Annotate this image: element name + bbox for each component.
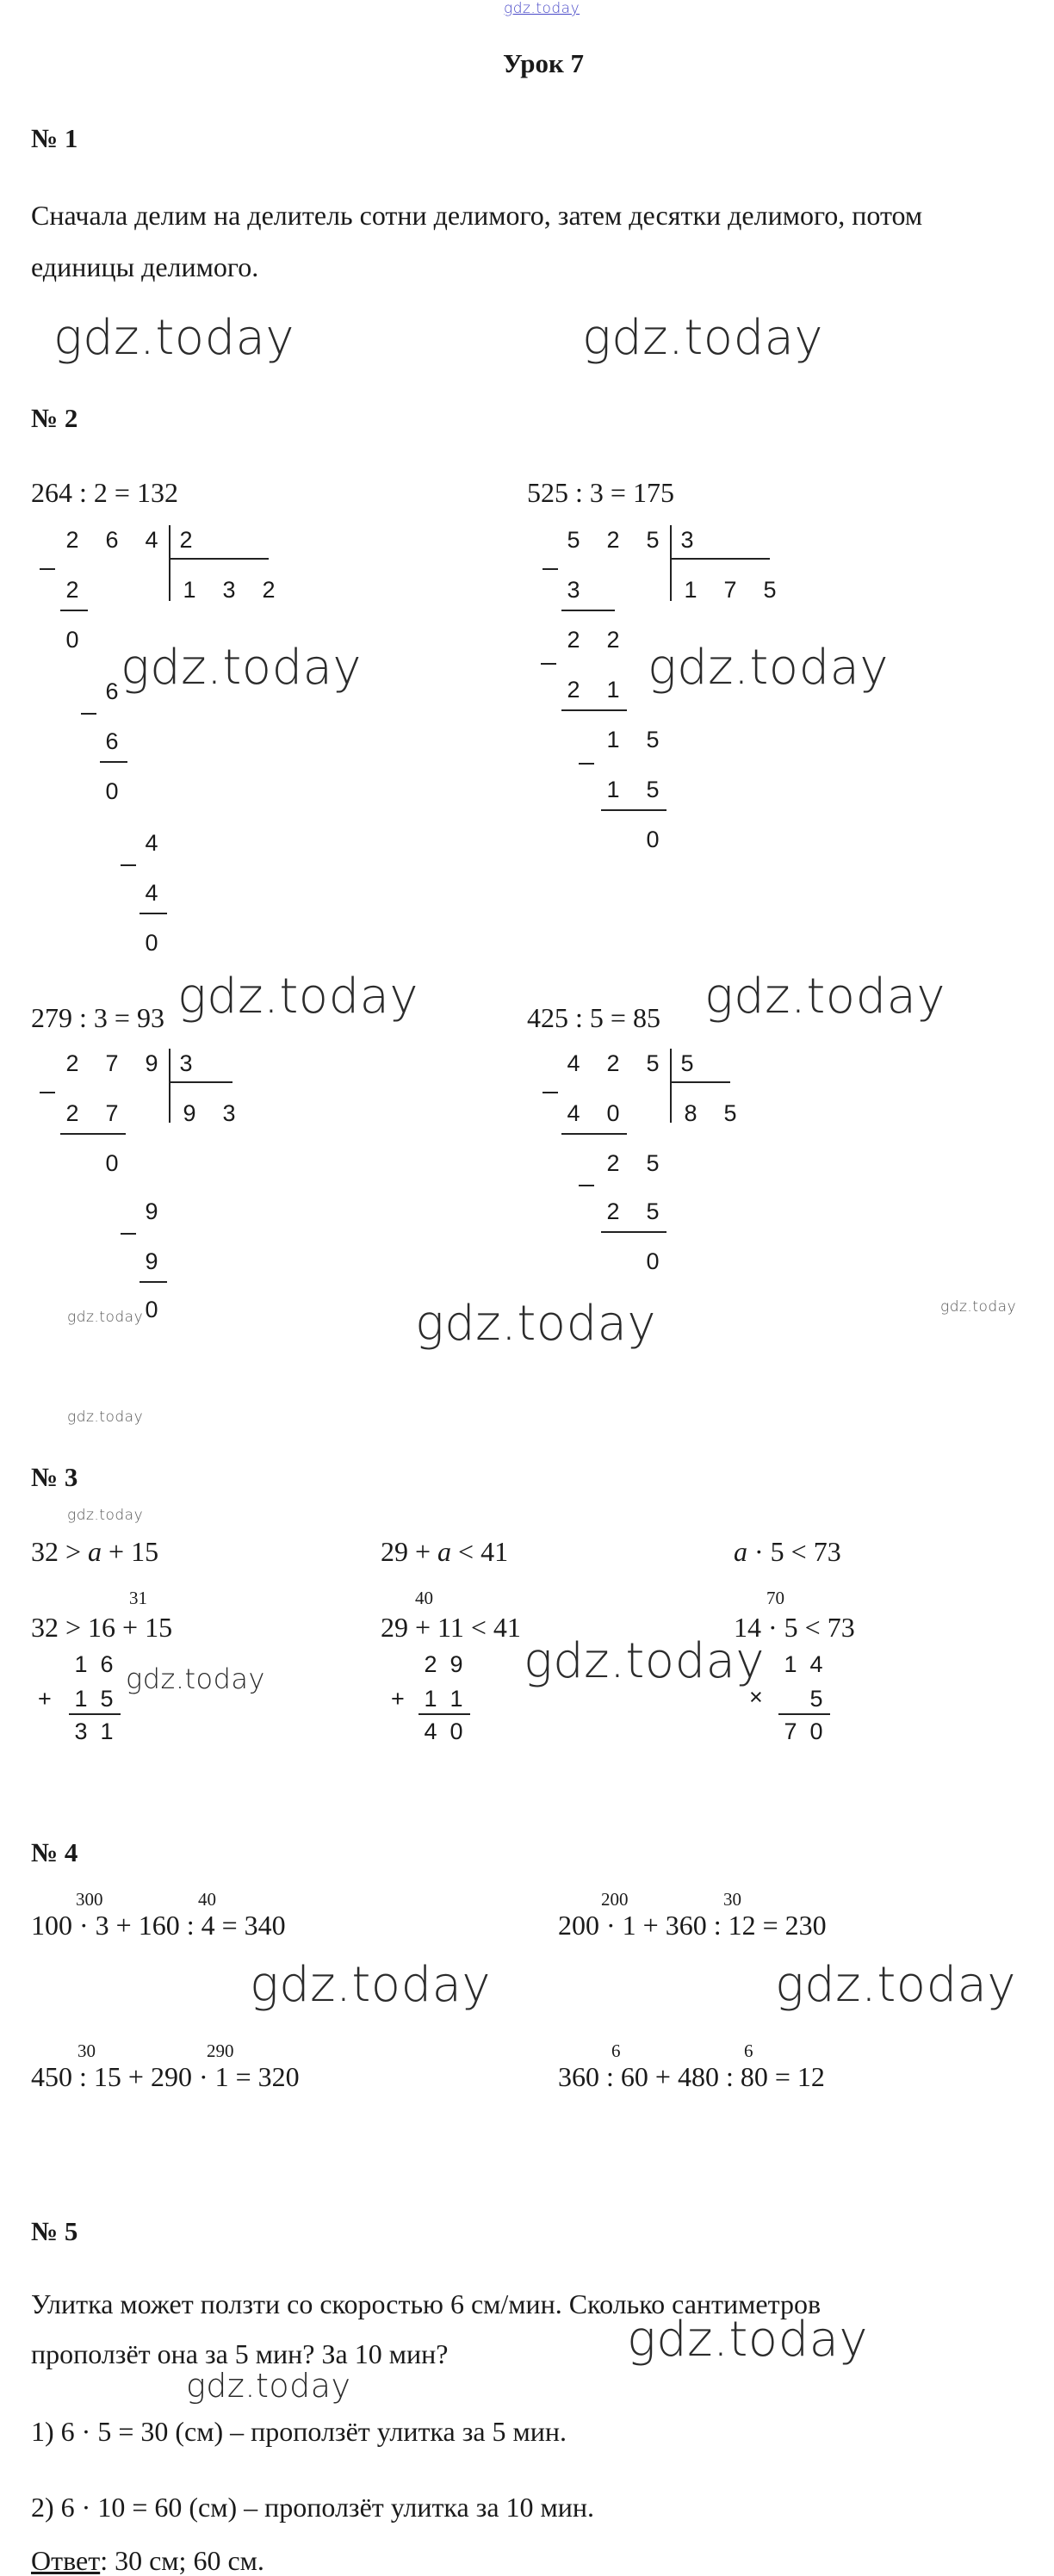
step-digit: 2 [65,1100,79,1126]
quotient-digit: 5 [723,1100,737,1126]
dividend-digit: 6 [105,527,119,553]
minus-sign [81,713,96,715]
quotient-digit: 2 [262,577,276,603]
task3-solution-a: 32 > 16 + 15 [31,1612,173,1643]
quotient-digit: 8 [684,1100,698,1126]
step-digit: 0 [145,930,158,956]
step-line [601,809,666,811]
step-line [60,1133,126,1135]
digit: 2 [424,1651,437,1677]
step-digit: 7 [105,1100,119,1126]
minus-sign [579,763,594,765]
divisor-line [169,558,269,560]
intermediate-result: 6 [611,2040,621,2061]
quotient-digit: 7 [723,577,737,603]
minus-sign [121,864,136,866]
watermark: gdz.today [177,969,419,1025]
divisor: 2 [179,527,193,553]
step-digit: 0 [145,1297,158,1322]
digit: 1 [424,1686,437,1712]
divisor: 5 [680,1050,694,1076]
page-title: Урок 7 [503,48,585,78]
divisor: 3 [179,1050,193,1076]
digit: 1 [74,1651,88,1677]
intermediate-result: 40 [415,1588,433,1608]
digit: 0 [450,1718,463,1744]
task5-step2: 2) 6 · 10 = 60 (см) – проползёт улитка за 10 мин. [31,2492,595,2523]
divisor-line [670,1081,730,1083]
watermark: gdz.today [524,1633,766,1689]
task3-solution-b: 29 + 11 < 41 [381,1612,521,1643]
minus-sign [40,568,55,570]
digit: 1 [74,1686,88,1712]
quotient-digit: 3 [222,577,236,603]
task3-inequality-c: a · 5 < 73 [734,1536,841,1567]
watermark: gdz.today [648,640,890,696]
minus-sign [579,1185,594,1186]
step-line [140,1281,167,1283]
step-digit: 6 [105,728,119,754]
task3-inequality-b: 29 + a < 41 [381,1536,509,1567]
digit: 7 [784,1718,797,1744]
step-line [561,610,615,611]
step-digit: 2 [567,677,580,703]
step-digit: 0 [65,627,79,653]
plus-sign: + [391,1686,405,1712]
watermark: gdz.today [67,1409,144,1426]
task5-line2: проползёт она за 5 мин? За 10 мин? [31,2338,449,2369]
step-digit: 4 [145,830,158,856]
intermediate-result: 31 [129,1588,147,1608]
minus-sign [121,1233,136,1235]
digit: 5 [809,1686,823,1712]
dividend-digit: 7 [105,1050,119,1076]
task5-answer [31,2547,264,2574]
divisor-line [670,558,770,560]
task4-number: № 4 [31,1837,78,1867]
watermark: gdz.today [250,1957,492,2013]
watermark: gdz.today [67,1507,144,1524]
watermark: gdz.today [186,2367,351,2405]
task2-number: № 2 [31,403,78,433]
division-bar [670,525,672,601]
dividend-digit: 5 [567,527,580,553]
dividend-digit: 2 [65,1050,79,1076]
step-line [100,761,127,763]
step-digit: 0 [105,778,119,804]
task3-inequality-a: 32 > a + 15 [31,1536,159,1567]
plus-sign: + [38,1686,52,1712]
digit: 5 [100,1686,114,1712]
digit: 4 [424,1718,437,1744]
divisor-line [169,1081,232,1083]
digit: 0 [809,1718,823,1744]
product-line [778,1713,830,1715]
intermediate-result: 290 [207,2040,234,2061]
watermark: gdz.today [704,969,946,1025]
intermediate-result: 70 [766,1588,784,1608]
step-digit: 0 [646,1248,660,1274]
sum-line [418,1713,470,1715]
dividend-digit: 4 [145,527,158,553]
watermark: gdz.today [940,1298,1017,1316]
digit: 1 [784,1651,797,1677]
divisor: 3 [680,527,694,553]
step-digit: 1 [606,677,620,703]
step-digit: 6 [105,678,119,704]
task5-step1: 1) 6 · 5 = 30 (см) – проползёт улитка за 5 мин. [31,2416,567,2447]
watermark: gdz.today [627,2312,869,2368]
digit: 9 [450,1651,463,1677]
watermark: gdz.today [775,1957,1017,2013]
intermediate-result: 40 [198,1889,216,1910]
minus-sign [542,1092,558,1093]
step-line [140,913,167,914]
task4-expression-a: 100 · 3 + 160 : 4 = 340 [31,1910,286,1941]
step-digit: 0 [105,1150,119,1176]
step-digit: 4 [567,1100,580,1126]
dividend-digit: 5 [646,1050,660,1076]
task2-equation-c: 279 : 3 = 93 [31,1002,164,1033]
minus-sign [542,568,558,570]
quotient-digit: 3 [222,1100,236,1126]
watermark: gdz.today [53,310,295,366]
division-bar [169,1049,170,1123]
watermark: gdz.today [126,1663,265,1695]
dividend-digit: 2 [65,527,79,553]
digit: 6 [100,1651,114,1677]
intermediate-result: 30 [78,2040,96,2061]
intermediate-result: 6 [744,2040,753,2061]
step-digit: 2 [567,627,580,653]
task3-number: № 3 [31,1462,78,1492]
task1-line1: Сначала делим на делитель сотни делимого, затем десятки делимого, потом [31,200,923,231]
step-line [561,1133,627,1135]
step-digit: 5 [646,777,660,802]
task2-equation-a: 264 : 2 = 132 [31,477,178,508]
step-digit: 9 [145,1248,158,1274]
dividend-digit: 2 [606,527,620,553]
intermediate-result: 200 [601,1889,629,1910]
step-digit: 9 [145,1198,158,1224]
step-digit: 0 [646,827,660,852]
task5-line1: Улитка может ползти со скоростью 6 см/мин. Сколько сантиметров [31,2288,822,2319]
step-line [561,709,627,711]
step-digit: 2 [65,577,79,603]
intermediate-result: 30 [723,1889,741,1910]
dividend-digit: 5 [646,527,660,553]
watermark-top[interactable]: gdz.today [504,0,580,17]
dividend-digit: 9 [145,1050,158,1076]
step-digit: 5 [646,1150,660,1176]
quotient-digit: 1 [684,577,698,603]
quotient-digit: 9 [183,1100,196,1126]
step-digit: 0 [606,1100,620,1126]
digit: 1 [100,1718,114,1744]
task1-line2: единицы делимого. [31,251,259,282]
minus-sign [40,1092,55,1093]
watermark: gdz.today [121,640,363,696]
quotient-digit: 5 [763,577,777,603]
answer-value: : 30 см; 60 см. [100,2545,264,2576]
digit: 3 [74,1718,88,1744]
multiply-sign: × [749,1684,763,1710]
step-digit: 5 [646,1198,660,1224]
task1-number: № 1 [31,123,78,153]
task2-equation-d: 425 : 5 = 85 [527,1002,660,1033]
minus-sign [541,663,556,665]
step-digit: 5 [646,727,660,752]
watermark: gdz.today [415,1296,657,1352]
watermark: gdz.today [67,1309,144,1326]
watermark: gdz.today [582,310,824,366]
division-bar [670,1049,672,1123]
step-digit: 4 [145,880,158,906]
task2-equation-b: 525 : 3 = 175 [527,477,674,508]
digit: 4 [809,1651,823,1677]
step-digit: 3 [567,577,580,603]
dividend-digit: 2 [606,1050,620,1076]
task4-expression-c: 450 : 15 + 290 · 1 = 320 [31,2061,300,2092]
step-line [60,610,88,611]
sum-line [69,1713,121,1715]
answer-label: Ответ [31,2545,101,2576]
task4-expression-d: 360 : 60 + 480 : 80 = 12 [558,2061,825,2092]
task3-solution-c: 14 · 5 < 73 [734,1612,855,1643]
division-bar [169,525,170,601]
step-digit: 2 [606,1198,620,1224]
intermediate-result: 300 [76,1889,103,1910]
task4-expression-b: 200 · 1 + 360 : 12 = 230 [558,1910,827,1941]
digit: 1 [450,1686,463,1712]
step-digit: 1 [606,777,620,802]
step-digit: 2 [606,627,620,653]
step-line [601,1231,666,1233]
quotient-digit: 1 [183,577,196,603]
dividend-digit: 4 [567,1050,580,1076]
step-digit: 2 [606,1150,620,1176]
step-digit: 1 [606,727,620,752]
task5-number: № 5 [31,2216,78,2246]
